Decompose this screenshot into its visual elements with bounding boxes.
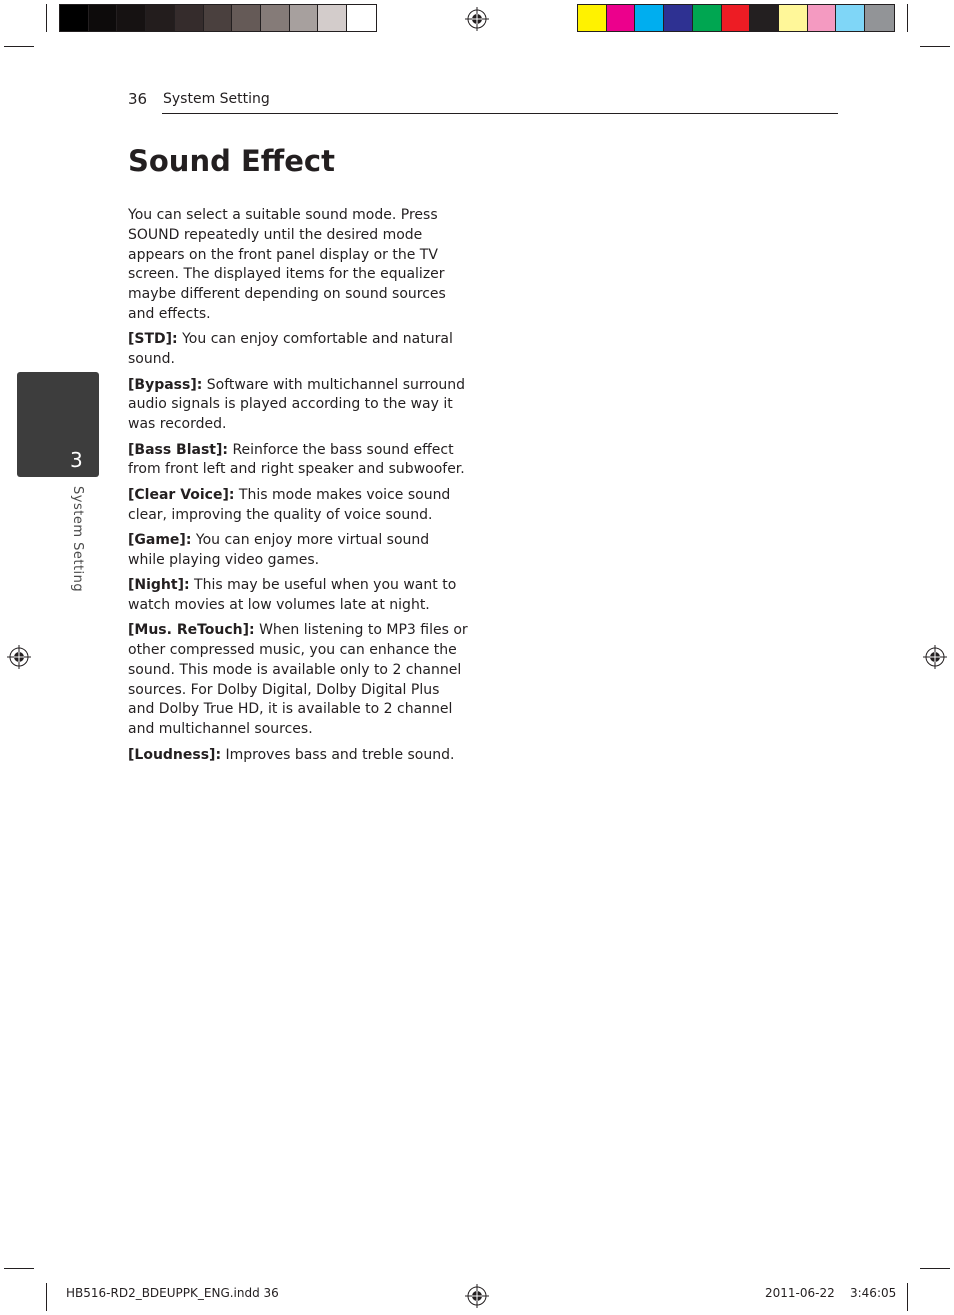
mode-std xyxy=(128,330,470,370)
crop-mark xyxy=(920,46,950,47)
color-swatch xyxy=(318,5,347,31)
color-swatch xyxy=(578,5,607,31)
mode-description: When listening to MP3 files or other compressed music, you can enhance the sound. This mode is available only to 2 channel sources. For Dolby Digital, Dolby Digital Plus and Dolby True HD, it is available to 2 channel and multichannel sources. xyxy=(128,622,468,738)
color-swatch xyxy=(232,5,261,31)
crop-mark xyxy=(4,1268,34,1269)
registration-mark-icon xyxy=(465,1284,489,1308)
crop-mark xyxy=(920,1268,950,1269)
mode-term: [Bypass]: xyxy=(128,376,203,393)
page-title: Sound Effect xyxy=(128,144,335,178)
mode-description: Improves bass and treble sound. xyxy=(221,746,455,763)
running-header: System Setting xyxy=(163,91,270,107)
color-swatch xyxy=(146,5,175,31)
mode-bass-blast xyxy=(128,441,470,481)
mode-description: You can enjoy comfortable and natural sound. xyxy=(128,331,453,368)
mode-term: [Bass Blast]: xyxy=(128,441,228,458)
mode-term: [Clear Voice]: xyxy=(128,486,235,503)
registration-mark-icon xyxy=(465,7,489,31)
color-swatch xyxy=(204,5,233,31)
color-swatch xyxy=(635,5,664,31)
mode-loudness xyxy=(128,746,470,766)
body-text xyxy=(128,206,470,771)
color-swatch xyxy=(779,5,808,31)
color-swatch xyxy=(347,5,376,31)
mode-description: This may be useful when you want to watch movies at low volumes late at night. xyxy=(128,577,457,613)
mode-term: [Loudness]: xyxy=(128,746,222,763)
color-swatch xyxy=(60,5,89,31)
cmyk-color-bar xyxy=(577,4,895,32)
mode-term: [Mus. ReTouch]: xyxy=(128,622,255,639)
color-swatch xyxy=(836,5,865,31)
mode-description: Reinforce the bass sound effect from front left and right speaker and subwoofer. xyxy=(128,441,465,478)
registration-mark-icon xyxy=(7,645,31,669)
registration-mark-icon xyxy=(923,645,947,669)
crop-mark xyxy=(46,4,47,32)
footer-filename: HB516-RD2_BDEUPPK_ENG.indd 36 xyxy=(66,1286,279,1300)
mode-term: [Night]: xyxy=(128,577,190,594)
grayscale-color-bar xyxy=(59,4,377,32)
mode-term: [STD]: xyxy=(128,331,178,348)
color-swatch xyxy=(89,5,118,31)
mode-description: This mode makes voice sound clear, improving the quality of voice sound. xyxy=(128,486,451,523)
mode-night xyxy=(128,576,470,616)
color-swatch xyxy=(722,5,751,31)
color-swatch xyxy=(808,5,837,31)
color-swatch xyxy=(664,5,693,31)
mode-bypass xyxy=(128,376,470,435)
color-swatch xyxy=(865,5,894,31)
chapter-number: 3 xyxy=(70,448,83,472)
mode-term: [Game]: xyxy=(128,531,192,548)
header-rule xyxy=(162,113,838,114)
crop-mark xyxy=(907,4,908,32)
page-number: 36 xyxy=(128,90,148,108)
color-swatch xyxy=(175,5,204,31)
color-swatch xyxy=(290,5,319,31)
mode-mus-retouch xyxy=(128,621,470,740)
color-swatch xyxy=(607,5,636,31)
color-swatch xyxy=(750,5,779,31)
crop-mark xyxy=(46,1283,47,1311)
mode-game xyxy=(128,531,470,571)
footer-timestamp: 2011-06-22 3:46:05 xyxy=(765,1286,897,1300)
intro-paragraph: You can select a suitable sound mode. Press SOUND repeatedly until the desired mode appears on the front panel display or the TV screen. The displayed items for the equalizer maybe different depending on sound sources and effects. xyxy=(128,207,446,322)
color-swatch xyxy=(261,5,290,31)
mode-description: You can enjoy more virtual sound while playing video games. xyxy=(128,531,430,568)
color-swatch xyxy=(117,5,146,31)
color-swatch xyxy=(693,5,722,31)
mode-description: Software with multichannel surround audio signals is played according to the way it was recorded. xyxy=(128,376,466,433)
crop-mark xyxy=(907,1283,908,1311)
mode-clear-voice xyxy=(128,486,470,526)
crop-mark xyxy=(4,46,34,47)
chapter-label: System Setting xyxy=(70,486,85,593)
chapter-tab xyxy=(17,372,99,477)
